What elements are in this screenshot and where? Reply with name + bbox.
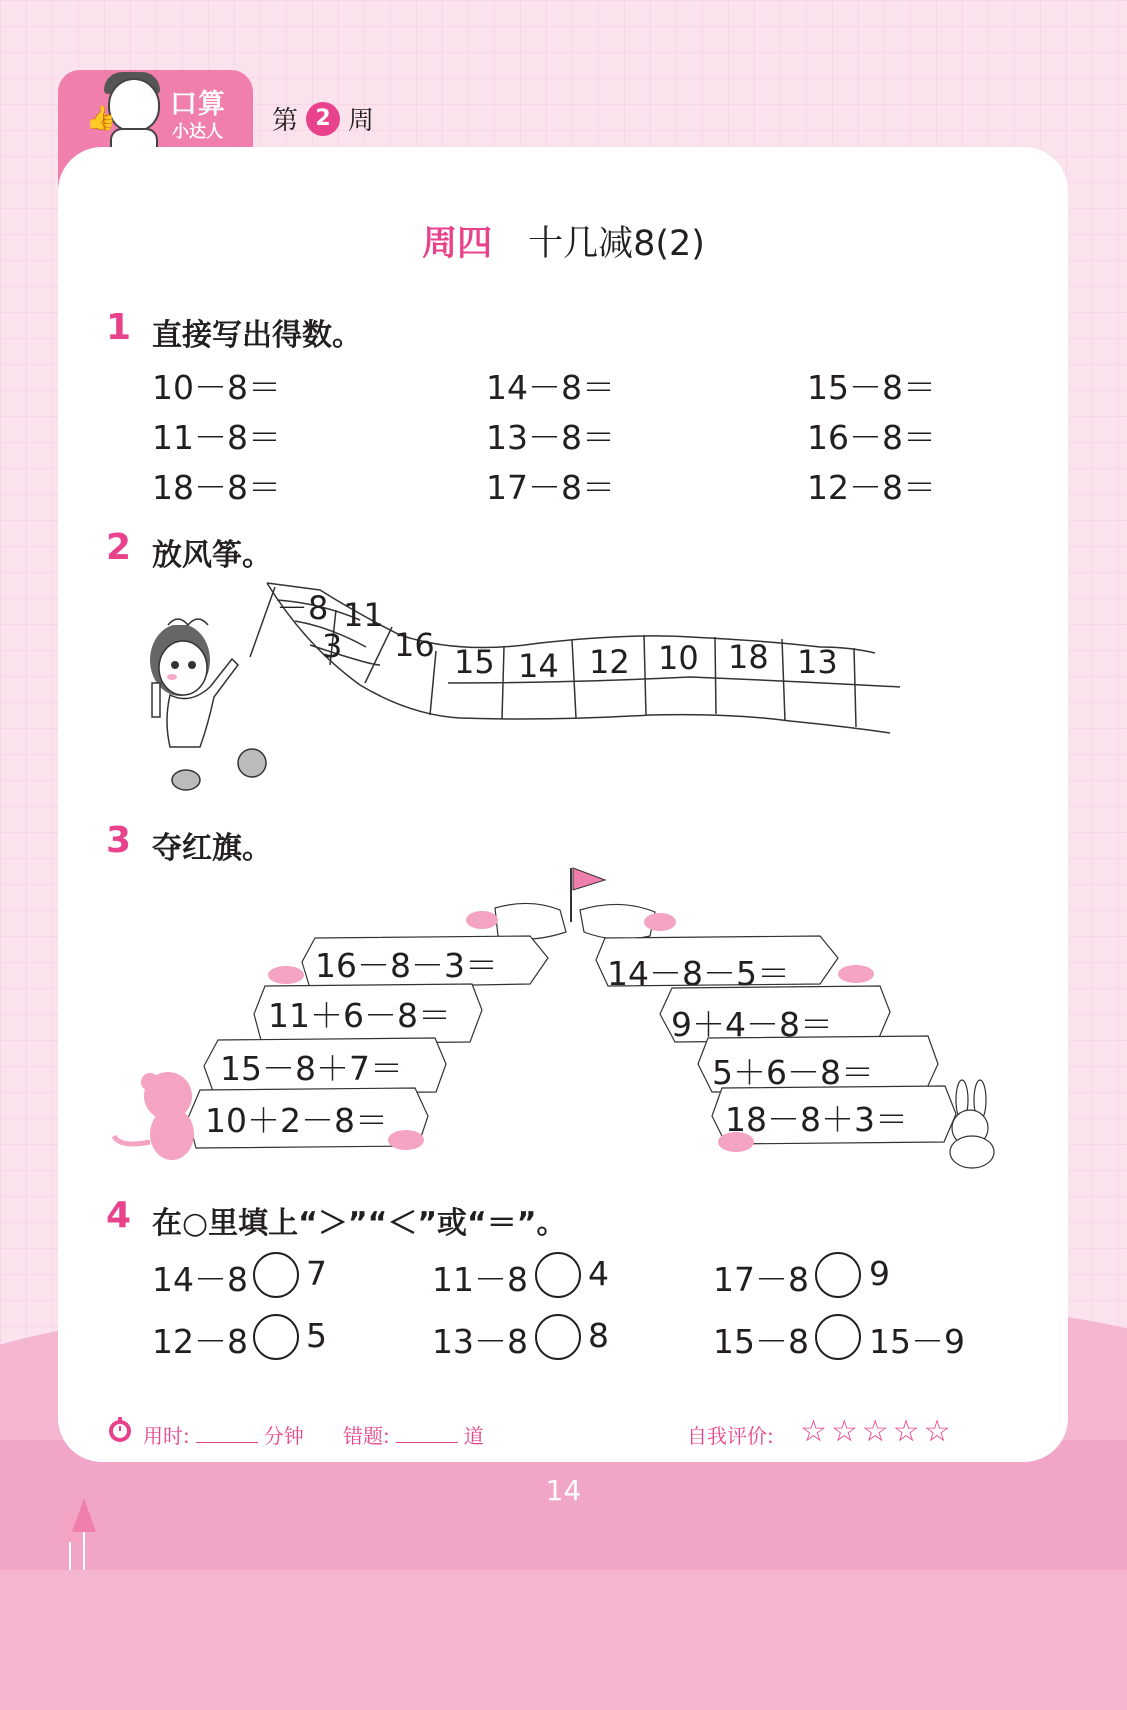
timer-icon xyxy=(106,1416,134,1449)
stone-expr-left: 10＋2－8＝ xyxy=(205,1101,388,1140)
s1-expr: 12－8＝ xyxy=(807,468,936,507)
rating-stars[interactable]: ☆☆☆☆☆ xyxy=(800,1414,955,1449)
compare-circle-input[interactable] xyxy=(815,1252,861,1298)
week-number-badge: 2 xyxy=(306,102,340,136)
s1-expr: 13－8＝ xyxy=(486,418,615,457)
errors-field xyxy=(343,1420,484,1449)
page-number: 14 xyxy=(545,1474,582,1507)
tree-icon xyxy=(54,1492,104,1570)
time-field xyxy=(143,1420,304,1449)
kite-number: 12 xyxy=(589,643,630,681)
week-label xyxy=(272,100,374,137)
kite-operator: －8 xyxy=(276,589,329,627)
compare-left: 15－8 xyxy=(713,1322,809,1361)
section-2-title: 放风筝。 xyxy=(152,538,272,573)
brand-title: 口算 xyxy=(170,89,226,120)
time-input[interactable] xyxy=(196,1442,258,1443)
kite-number: 16 xyxy=(394,626,435,664)
compare-circle-input[interactable] xyxy=(253,1252,299,1298)
errors-input[interactable] xyxy=(396,1442,458,1443)
s1-expr: 14－8＝ xyxy=(486,368,615,407)
s1-expr: 15－8＝ xyxy=(807,368,936,407)
kite-number: 13 xyxy=(797,643,838,681)
stone-expr-left: 11＋6－8＝ xyxy=(268,996,451,1035)
section-1-number: 1 xyxy=(106,307,132,348)
section-3-number: 3 xyxy=(106,820,132,861)
s1-expr: 16－8＝ xyxy=(807,418,936,457)
compare-circle-input[interactable] xyxy=(815,1314,861,1360)
errors-unit: 道 xyxy=(463,1424,484,1448)
title-day: 周四 xyxy=(422,224,493,264)
time-label: 用时: xyxy=(143,1424,190,1448)
compare-circle-input[interactable] xyxy=(535,1252,581,1298)
s1-expr: 10－8＝ xyxy=(152,368,281,407)
section-4-number: 4 xyxy=(106,1195,132,1236)
compare-right: 5 xyxy=(306,1316,327,1355)
time-unit: 分钟 xyxy=(263,1424,304,1448)
stone-expr-right: 14－8－5＝ xyxy=(607,954,790,993)
page-title xyxy=(0,216,1127,266)
section-4-title: 在○里填上“＞”“＜”或“＝”。 xyxy=(152,1206,567,1241)
stone-expr-right: 18－8＋3＝ xyxy=(725,1100,908,1139)
title-topic: 十几减8(2) xyxy=(528,224,705,264)
kite-illustration xyxy=(130,575,910,815)
week-suffix: 周 xyxy=(348,106,375,136)
s1-expr: 17－8＝ xyxy=(486,468,615,507)
stone-expr-right: 5＋6－8＝ xyxy=(712,1053,874,1092)
kite-number: 15 xyxy=(454,643,495,681)
kite-number: 10 xyxy=(658,639,699,677)
week-prefix: 第 xyxy=(272,106,299,136)
rabbit-icon xyxy=(950,1080,994,1168)
compare-right: 8 xyxy=(588,1316,609,1355)
kite-number: 14 xyxy=(518,647,559,685)
section-1-title: 直接写出得数。 xyxy=(152,318,362,353)
kite-number: 18 xyxy=(728,638,769,676)
compare-right: 4 xyxy=(588,1254,609,1293)
compare-left: 14－8 xyxy=(152,1260,248,1299)
compare-circle-input[interactable] xyxy=(535,1314,581,1360)
s1-expr: 11－8＝ xyxy=(152,418,281,457)
compare-right: 15－9 xyxy=(869,1322,965,1361)
section-3-title: 夺红旗。 xyxy=(152,831,272,866)
thumbs-up-icon: 👍 xyxy=(86,104,116,132)
compare-right: 7 xyxy=(306,1254,327,1293)
stone-expr-right: 9＋4－8＝ xyxy=(671,1005,833,1044)
compare-left: 13－8 xyxy=(432,1322,528,1361)
compare-right: 9 xyxy=(869,1254,890,1293)
kite-number: 3 xyxy=(322,627,343,665)
compare-left: 12－8 xyxy=(152,1322,248,1361)
stone-expr-left: 16－8－3＝ xyxy=(315,946,498,985)
brand-subtitle: 小达人 xyxy=(172,122,223,142)
errors-label: 错题: xyxy=(343,1424,390,1448)
kite-number: 11 xyxy=(343,596,384,634)
compare-circle-input[interactable] xyxy=(253,1314,299,1360)
s1-expr: 18－8＝ xyxy=(152,468,281,507)
stone-expr-left: 15－8＋7＝ xyxy=(220,1049,403,1088)
girl-icon xyxy=(150,619,266,790)
monkey-icon xyxy=(114,1072,194,1160)
section-2-number: 2 xyxy=(106,527,132,568)
compare-left: 17－8 xyxy=(713,1260,809,1299)
self-eval-label: 自我评价: xyxy=(687,1424,774,1448)
compare-left: 11－8 xyxy=(432,1260,528,1299)
